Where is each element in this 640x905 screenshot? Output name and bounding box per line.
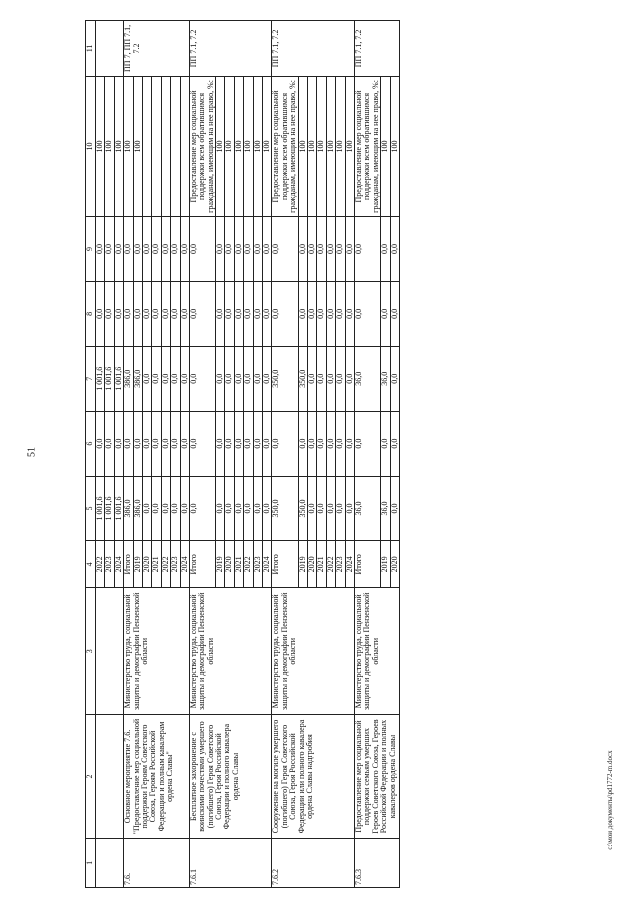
year-cell: 0,0 — [225, 346, 234, 411]
year-cell: 100 — [234, 76, 243, 216]
total-cell: Итого — [272, 541, 298, 588]
year-cell: 0,0 — [390, 281, 399, 346]
year-cell — [171, 76, 180, 216]
year-cell: 0,0 — [253, 346, 262, 411]
year-cell: 0,0 — [336, 217, 345, 282]
data-cell: 0,0 — [96, 217, 105, 282]
year-cell: 0,0 — [234, 411, 243, 476]
year-cell: 100 — [298, 76, 307, 216]
year-cell: 100 — [253, 76, 262, 216]
year-cell: 0,0 — [225, 281, 234, 346]
year-cell: 0,0 — [317, 411, 326, 476]
year-cell: 350,0 — [298, 476, 307, 541]
year-cell: 0,0 — [390, 346, 399, 411]
year-cell: 0,0 — [225, 217, 234, 282]
year-cell: 0,0 — [244, 411, 253, 476]
empty-cell — [96, 588, 124, 715]
year-cell: 0,0 — [345, 281, 354, 346]
data-cell: 1 001,6 — [114, 476, 123, 541]
year-cell: 0,0 — [171, 281, 180, 346]
total-cell: Итого — [189, 541, 215, 588]
indicator-code: ПП 7.1, 7.2 — [354, 21, 399, 77]
year-cell: 0,0 — [161, 217, 170, 282]
executor: Министерство труда, социальной защиты и демографии Пензенской области — [272, 588, 355, 715]
year-cell: 0,0 — [216, 346, 225, 411]
year-cell: 0,0 — [152, 476, 161, 541]
total-cell: 350,0 — [272, 346, 298, 411]
year-cell: 0,0 — [253, 411, 262, 476]
total-cell: 0,0 — [124, 411, 133, 476]
year-cell: 0,0 — [216, 281, 225, 346]
year-cell: 0,0 — [317, 281, 326, 346]
table-row — [124, 21, 133, 888]
year-cell: 2024 — [180, 541, 189, 588]
year-cell: 0,0 — [180, 346, 189, 411]
year-cell: 0,0 — [161, 346, 170, 411]
year-cell: 0,0 — [171, 217, 180, 282]
year-cell: 386,0 — [133, 346, 142, 411]
year-cell: 100 — [317, 76, 326, 216]
year-cell — [180, 76, 189, 216]
year-cell: 100 — [326, 76, 335, 216]
data-cell: 100 — [96, 76, 105, 216]
year-cell: 100 — [381, 76, 390, 216]
year-cell: 0,0 — [307, 281, 316, 346]
year-cell: 0,0 — [345, 346, 354, 411]
data-cell: 0,0 — [105, 217, 114, 282]
indicator-code: ПП 7.1, 7.2 — [189, 21, 272, 77]
year-cell: 2023 — [253, 541, 262, 588]
year-cell: 0,0 — [133, 217, 142, 282]
year-cell: 0,0 — [216, 476, 225, 541]
year-cell: 0,0 — [345, 476, 354, 541]
year-cell: 0,0 — [234, 346, 243, 411]
indicator-text: Предоставление мер социальной поддержки всем обратившимся гражданам, имеющим на нее право, %: — [189, 76, 215, 216]
year-cell: 100 — [345, 76, 354, 216]
total-cell: 0,0 — [124, 217, 133, 282]
data-cell: 1 001,6 — [96, 476, 105, 541]
year-cell: 0,0 — [263, 476, 272, 541]
year-cell: 2019 — [216, 541, 225, 588]
table-row — [272, 21, 298, 888]
year-cell: 2020 — [307, 541, 316, 588]
total-cell: Итого — [354, 541, 380, 588]
year-cell — [152, 76, 161, 216]
year-cell: 0,0 — [326, 281, 335, 346]
header-cell: 1 — [86, 838, 96, 887]
year-cell: 2019 — [381, 541, 390, 588]
year-cell: 0,0 — [216, 217, 225, 282]
total-cell: 0,0 — [354, 411, 380, 476]
header-row — [86, 21, 96, 888]
year-cell: 100 — [225, 76, 234, 216]
empty-cell — [96, 838, 124, 887]
total-cell: 0,0 — [189, 281, 215, 346]
year-cell: 0,0 — [345, 411, 354, 476]
total-cell: 0,0 — [354, 217, 380, 282]
total-cell: 36,0 — [354, 476, 380, 541]
header-cell: 5 — [86, 476, 96, 541]
header-cell: 11 — [86, 21, 96, 77]
year-cell: 0,0 — [253, 217, 262, 282]
year-cell: 100 — [336, 76, 345, 216]
year-cell: 2023 — [171, 541, 180, 588]
year-cell: 0,0 — [171, 411, 180, 476]
empty-cell — [96, 715, 124, 838]
year-cell: 2021 — [234, 541, 243, 588]
empty-cell — [96, 21, 124, 77]
year-cell: 0,0 — [345, 217, 354, 282]
year-cell: 0,0 — [298, 411, 307, 476]
year-cell: 0,0 — [180, 217, 189, 282]
data-cell: 0,0 — [96, 411, 105, 476]
data-cell: 100 — [105, 76, 114, 216]
year-cell: 0,0 — [326, 476, 335, 541]
year-cell: 0,0 — [142, 346, 151, 411]
table-body — [86, 21, 400, 888]
year-cell: 0,0 — [298, 217, 307, 282]
year-cell: 36,0 — [381, 476, 390, 541]
year-cell: 0,0 — [180, 281, 189, 346]
year-cell: 100 — [307, 76, 316, 216]
year-cell: 0,0 — [326, 346, 335, 411]
total-cell: 0,0 — [189, 476, 215, 541]
year-cell: 0,0 — [307, 476, 316, 541]
year-cell: 2021 — [317, 541, 326, 588]
year-cell: 0,0 — [244, 281, 253, 346]
total-cell: 386,0 — [124, 476, 133, 541]
data-cell: 1 001,6 — [105, 476, 114, 541]
year-cell: 0,0 — [161, 281, 170, 346]
year-cell: 2022 — [326, 541, 335, 588]
year-cell: 2023 — [336, 541, 345, 588]
total-cell: 36,0 — [354, 346, 380, 411]
year-cell — [161, 76, 170, 216]
total-cell: 0,0 — [189, 411, 215, 476]
data-cell: 100 — [114, 76, 123, 216]
year-cell: 36,0 — [381, 346, 390, 411]
total-cell: 100 — [124, 76, 133, 216]
year-cell: 0,0 — [142, 281, 151, 346]
year-cell: 0,0 — [225, 476, 234, 541]
item-name: Сооружение на могиле умершего (погибшего) Героя Советского Союза, Героя Российской Федерации или полного кавалера ордена Славы надгробия — [272, 715, 355, 838]
item-name: Предоставление мер социальной поддержки семьям умерших Героев Советского Союза, Героев Российской Федерации и полных кавалеров ордена Славы — [354, 715, 399, 838]
year-cell: 0,0 — [336, 476, 345, 541]
year-cell: 0,0 — [307, 217, 316, 282]
year-cell: 2024 — [345, 541, 354, 588]
data-cell: 0,0 — [105, 281, 114, 346]
year-cell: 0,0 — [298, 281, 307, 346]
data-cell: 0,0 — [114, 411, 123, 476]
year-cell: 0,0 — [317, 346, 326, 411]
total-cell: 0,0 — [189, 346, 215, 411]
executor: Министерство труда, социальной защиты и демографии Пензенской области — [354, 588, 399, 715]
header-cell: 3 — [86, 588, 96, 715]
data-cell: 1 001,6 — [96, 346, 105, 411]
year-cell: 100 — [390, 76, 399, 216]
year-cell: 0,0 — [152, 411, 161, 476]
year-cell: 2019 — [133, 541, 142, 588]
year-cell: 0,0 — [263, 281, 272, 346]
year-cell: 0,0 — [244, 217, 253, 282]
year-cell: 2020 — [225, 541, 234, 588]
year-cell: 2020 — [142, 541, 151, 588]
item-number: 7.6.3 — [354, 838, 399, 887]
item-number: 7.6.1 — [189, 838, 272, 887]
year-cell: 0,0 — [234, 281, 243, 346]
year-cell: 2019 — [298, 541, 307, 588]
year-cell: 0,0 — [263, 411, 272, 476]
year-cell: 0,0 — [336, 346, 345, 411]
year-cell: 0,0 — [180, 411, 189, 476]
data-cell: 1 001,6 — [105, 346, 114, 411]
header-cell: 7 — [86, 346, 96, 411]
item-name: Основное мероприятие 7.6. "Предоставление мер социальной поддержки Героям Советского Союза, Героям Российской Федерации и полным кавалерам ордена Славы" — [124, 715, 190, 838]
header-cell: 6 — [86, 411, 96, 476]
year-cell: 0,0 — [225, 411, 234, 476]
year-cell: 0,0 — [253, 476, 262, 541]
year-cell: 0,0 — [180, 476, 189, 541]
total-cell: 0,0 — [272, 217, 298, 282]
executor: Министерство труда, социальной защиты и демографии Пензенской области — [189, 588, 272, 715]
item-number: 7.6.2 — [272, 838, 355, 887]
year-cell: 0,0 — [317, 217, 326, 282]
header-cell: 8 — [86, 281, 96, 346]
year-cell: 0,0 — [152, 281, 161, 346]
year-cell: 0,0 — [317, 476, 326, 541]
item-number: 7.6. — [124, 838, 190, 887]
year-cell: 0,0 — [234, 476, 243, 541]
data-cell: 0,0 — [114, 217, 123, 282]
year-cell: 0,0 — [263, 217, 272, 282]
year-cell: 0,0 — [390, 411, 399, 476]
header-cell: 9 — [86, 217, 96, 282]
year-cell: 0,0 — [142, 476, 151, 541]
funding-table — [85, 20, 400, 888]
year-cell: 0,0 — [216, 411, 225, 476]
year-cell: 2020 — [390, 541, 399, 588]
footer-file-path: c:\мои документы\pd1772-m.docx — [606, 750, 614, 850]
year-cell: 0,0 — [161, 411, 170, 476]
indicator-text: Предоставление мер социальной поддержки всем обратившимся гражданам, имеющим на нее право, %: — [272, 76, 298, 216]
total-cell: Итого — [124, 541, 133, 588]
data-cell: 2024 — [114, 541, 123, 588]
year-cell: 386,0 — [133, 476, 142, 541]
indicator-code: ПП 7.1, 7.2 — [272, 21, 355, 77]
total-cell: 0,0 — [124, 281, 133, 346]
table-row — [354, 21, 380, 888]
data-cell: 0,0 — [114, 281, 123, 346]
year-cell: 0,0 — [336, 281, 345, 346]
header-cell: 10 — [86, 76, 96, 216]
page-number: 51 — [26, 447, 38, 457]
data-cell: 0,0 — [105, 411, 114, 476]
year-cell: 0,0 — [307, 346, 316, 411]
year-cell: 0,0 — [244, 476, 253, 541]
year-cell: 0,0 — [234, 217, 243, 282]
header-cell: 2 — [86, 715, 96, 838]
year-cell: 100 — [216, 76, 225, 216]
total-cell: 0,0 — [272, 411, 298, 476]
year-cell: 0,0 — [253, 281, 262, 346]
year-cell: 0,0 — [152, 346, 161, 411]
total-cell: 0,0 — [354, 281, 380, 346]
table-row — [189, 21, 215, 888]
year-cell: 0,0 — [381, 217, 390, 282]
indicator-code: ПП 7, ПП 7.1, 7.2 — [124, 21, 190, 77]
year-cell — [142, 76, 151, 216]
indicator-text: Предоставление мер социальной поддержки всем обратившимся гражданам, имеющим на нее право, %: — [354, 76, 380, 216]
year-cell: 100 — [244, 76, 253, 216]
year-cell: 2022 — [161, 541, 170, 588]
year-cell: 0,0 — [244, 346, 253, 411]
year-cell: 2021 — [152, 541, 161, 588]
total-cell: 0,0 — [189, 217, 215, 282]
year-cell: 0,0 — [326, 217, 335, 282]
year-cell: 100 — [263, 76, 272, 216]
year-cell: 0,0 — [171, 476, 180, 541]
year-cell: 0,0 — [381, 281, 390, 346]
year-cell: 2024 — [263, 541, 272, 588]
year-cell: 0,0 — [142, 217, 151, 282]
year-cell: 0,0 — [390, 217, 399, 282]
rotated-page — [85, 20, 575, 888]
year-cell: 0,0 — [263, 346, 272, 411]
data-cell: 0,0 — [96, 281, 105, 346]
year-cell: 350,0 — [298, 346, 307, 411]
year-cell: 0,0 — [142, 411, 151, 476]
year-cell: 0,0 — [326, 411, 335, 476]
year-cell: 0,0 — [161, 476, 170, 541]
year-cell: 0,0 — [133, 411, 142, 476]
total-cell: 0,0 — [272, 281, 298, 346]
header-cell: 4 — [86, 541, 96, 588]
data-cell: 1 001,6 — [114, 346, 123, 411]
year-cell: 0,0 — [336, 411, 345, 476]
executor: Министерство труда, социальной защиты и демографии Пензенской области — [124, 588, 190, 715]
data-cell: 2023 — [105, 541, 114, 588]
year-cell: 0,0 — [171, 346, 180, 411]
year-cell: 0,0 — [152, 217, 161, 282]
data-cell: 2022 — [96, 541, 105, 588]
year-cell: 0,0 — [307, 411, 316, 476]
item-name: Бесплатное захоронение с воинскими почестями умершего (погибшего) Героя Советского Союза, Героя Российской Федерации и полного кавалера ордена Славы — [189, 715, 272, 838]
year-cell: 100 — [133, 76, 142, 216]
total-cell: 386,0 — [124, 346, 133, 411]
year-cell: 0,0 — [133, 281, 142, 346]
year-cell: 0,0 — [381, 411, 390, 476]
year-cell: 2022 — [244, 541, 253, 588]
year-cell: 0,0 — [390, 476, 399, 541]
total-cell: 350,0 — [272, 476, 298, 541]
